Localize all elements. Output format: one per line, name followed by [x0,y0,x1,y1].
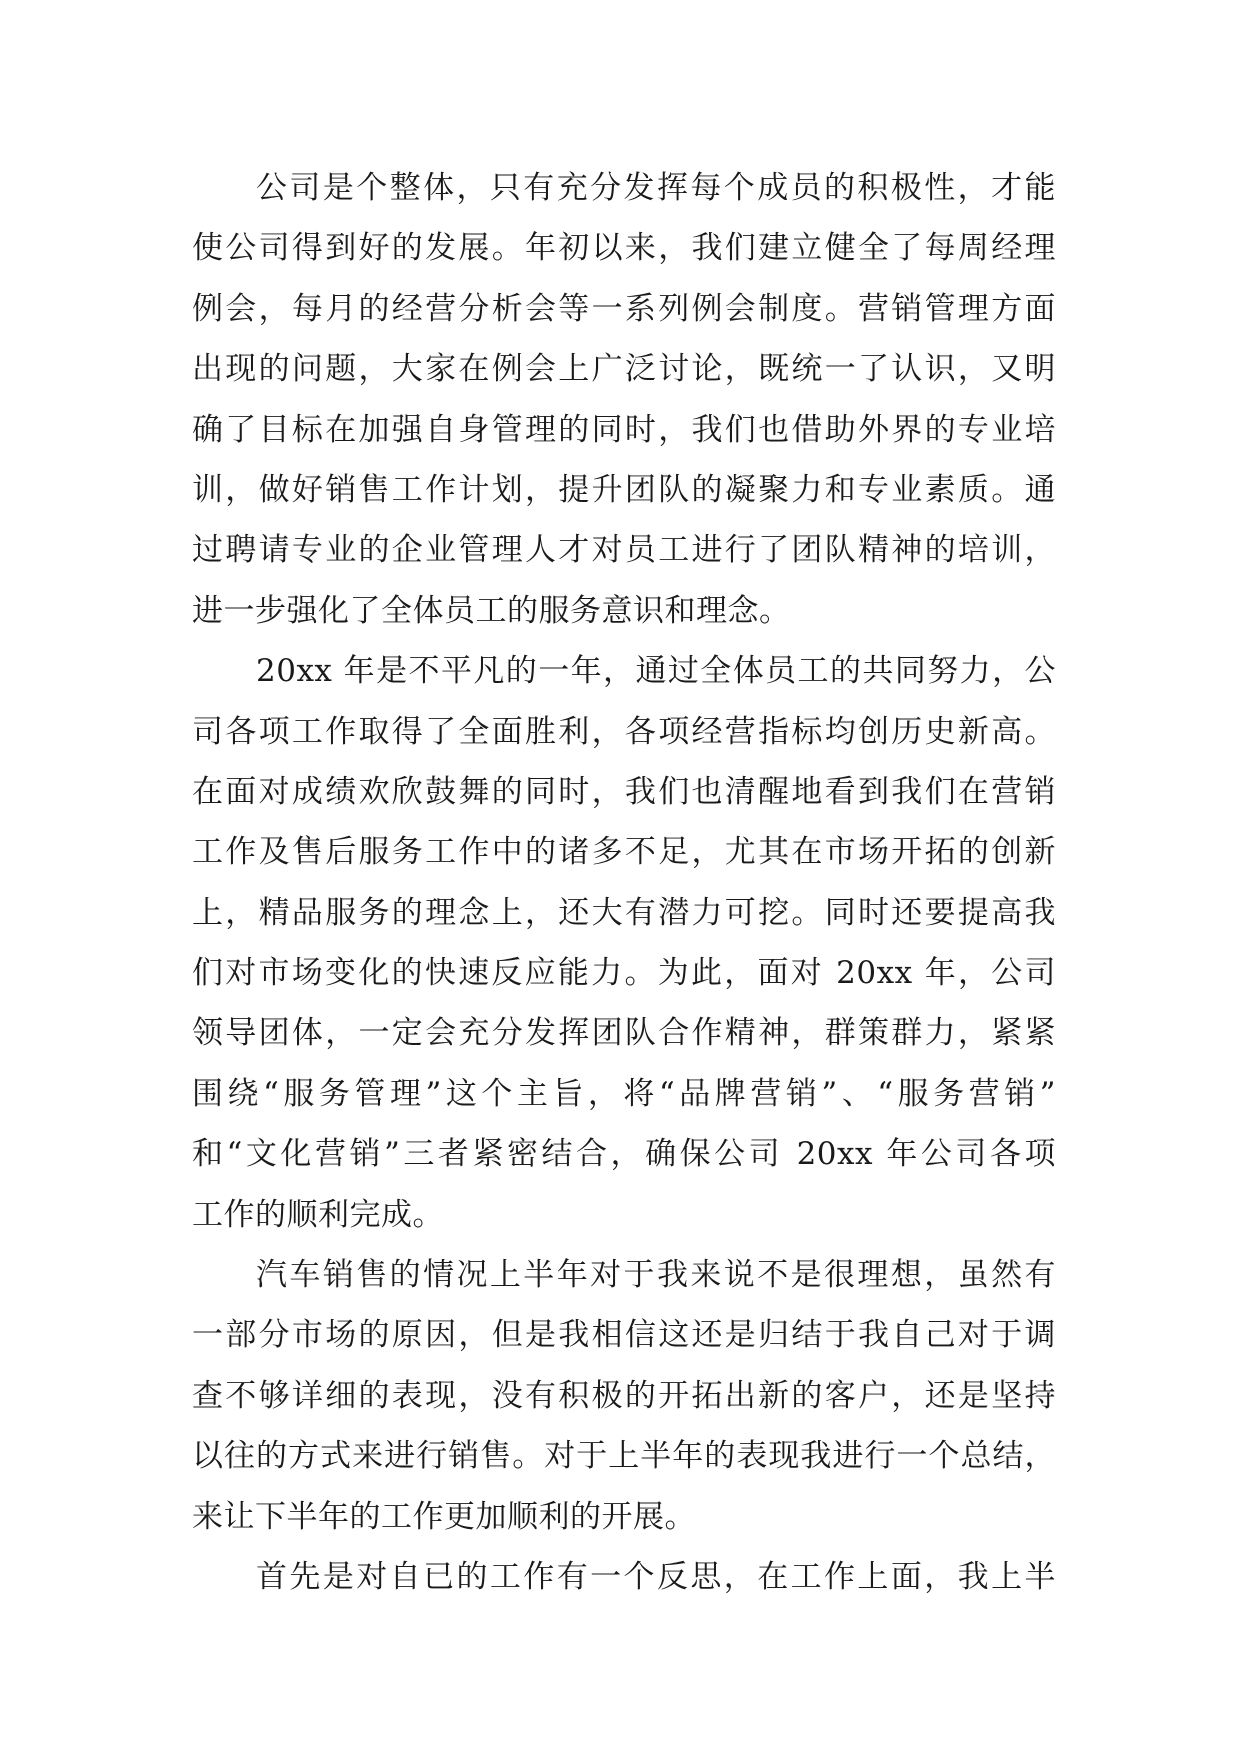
text-line: 工作及售后服务工作中的诸多不足，尤其在市场开拓的创新 [192,834,1056,871]
text-line: 首先是对自已的工作有一个反思，在工作上面，我上半 [256,1558,1056,1595]
paragraph-4 [192,1547,1056,1607]
text-line: 和“文化营销”三者紧密结合，确保公司 20xx 年公司各项 [192,1136,1056,1173]
text-line: 进一步强化了全体员工的服务意识和理念。 [192,592,791,629]
text-line: 出现的问题，大家在例会上广泛讨论，既统一了认识，又明 [192,351,1056,388]
text-line: 来让下半年的工作更加顺利的开展。 [192,1498,696,1535]
text-line: 司各项工作取得了全面胜利，各项经营指标均创历史新高。 [192,713,1056,750]
text-line: 20xx 年是不平凡的一年，通过全体员工的共同努力，公 [256,653,1056,690]
text-line: 围绕“服务管理”这个主旨，将“品牌营销”、“服务营销” [192,1075,1056,1112]
text-line: 过聘请专业的企业管理人才对员工进行了团队精神的培训， [192,532,1056,569]
text-line: 上，精品服务的理念上，还大有潜力可挖。同时还要提高我 [192,894,1056,931]
text-line: 训，做好销售工作计划，提升团队的凝聚力和专业素质。通 [192,471,1056,508]
paragraph-1 [192,158,1056,641]
text-line: 例会，每月的经营分析会等一系列例会制度。营销管理方面 [192,290,1056,327]
text-line: 工作的顺利完成。 [192,1196,444,1233]
paragraph-2 [192,641,1056,1245]
text-line: 们对市场变化的快速反应能力。为此，面对 20xx 年，公司 [192,955,1056,992]
paragraph-3 [192,1245,1056,1547]
text-line: 公司是个整体，只有充分发挥每个成员的积极性，才能 [256,170,1056,206]
document-body [192,158,1056,1607]
text-line: 使公司得到好的发展。年初以来，我们建立健全了每周经理 [192,230,1056,267]
text-line: 以往的方式来进行销售。对于上半年的表现我进行一个总结， [192,1438,1056,1475]
text-line: 一部分市场的原因，但是我相信这还是归结于我自己对于调 [192,1317,1056,1354]
text-line: 领导团体，一定会充分发挥团队合作精神，群策群力，紧紧 [192,1015,1056,1052]
text-line: 查不够详细的表现，没有积极的开拓出新的客户，还是坚持 [192,1377,1056,1414]
text-line: 在面对成绩欢欣鼓舞的同时，我们也清醒地看到我们在营销 [192,773,1056,810]
text-line: 确了目标在加强自身管理的同时，我们也借助外界的专业培 [192,411,1056,448]
text-line: 汽车销售的情况上半年对于我来说不是很理想，虽然有 [256,1257,1056,1294]
